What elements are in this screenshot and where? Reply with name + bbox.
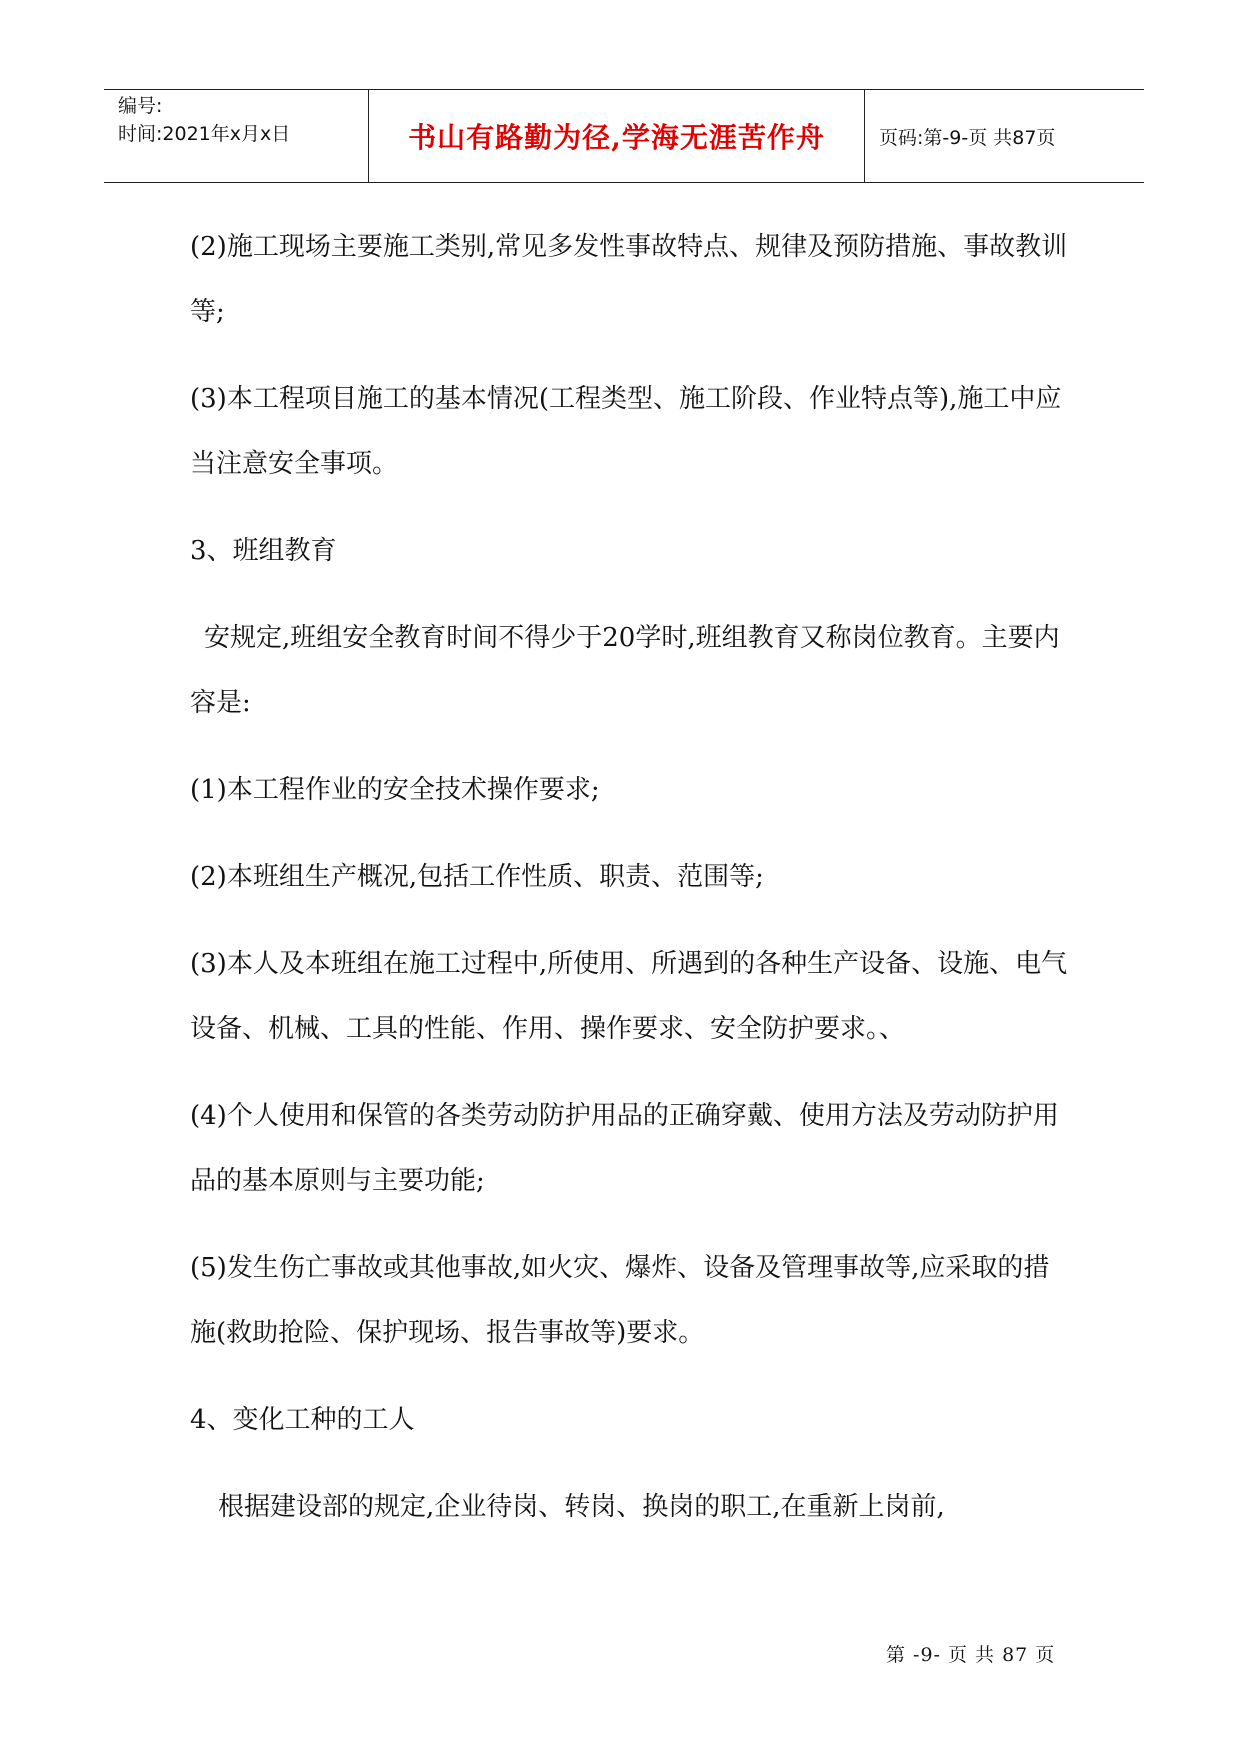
document-number-label: 编号: (118, 95, 163, 117)
paragraph-construction-site-categories: (2)施工现场主要施工类别,常见多发性事故特点、规律及预防措施、事故教训等; (190, 232, 1068, 327)
section-heading-job-change-workers: 4、变化工种的工人 (190, 1405, 415, 1435)
page-footer: 第 -9- 页 共 87 页 (886, 1644, 1056, 1666)
header-motto: 书山有路勤为径,学海无涯苦作舟 (369, 90, 865, 182)
paragraph-team-education-intro: 安规定,班组安全教育时间不得少于20学时,班组教育又称岗位教育。主要内容是: (190, 623, 1060, 718)
list-item-protective-equipment: (4)个人使用和保管的各类劳动防护用品的正确穿戴、使用方法及劳动防护用品的基本原则与主要功能; (190, 1101, 1059, 1196)
document-time-label: 时间:2021年x月x日 (118, 123, 291, 145)
list-item-equipment-performance: (3)本人及本班组在施工过程中,所使用、所遇到的各种生产设备、设施、电气设备、机械、工具的性能、作用、操作要求、安全防护要求。、 (190, 949, 1068, 1044)
paragraph-project-basic-situation: (3)本工程项目施工的基本情况(工程类型、施工阶段、作业特点等),施工中应当注意安全事项。 (190, 384, 1062, 479)
header-meta-cell (104, 90, 369, 182)
header-page-number: 页码:第-9-页 共87页 (879, 126, 1056, 149)
list-item-operation-requirements: (1)本工程作业的安全技术操作要求; (190, 775, 600, 805)
list-item-accident-measures: (5)发生伤亡事故或其他事故,如火灾、爆炸、设备及管理事故等,应采取的措施(救助抢险、保护现场、报告事故等)要求。 (190, 1253, 1050, 1348)
list-item-team-production-overview: (2)本班组生产概况,包括工作性质、职责、范围等; (190, 862, 764, 892)
paragraph-ministry-regulation: 根据建设部的规定,企业待岗、转岗、换岗的职工,在重新上岗前, (218, 1492, 945, 1522)
document-body (190, 215, 1070, 1562)
section-heading-team-education: 3、班组教育 (190, 536, 337, 566)
page-header (104, 89, 1144, 183)
